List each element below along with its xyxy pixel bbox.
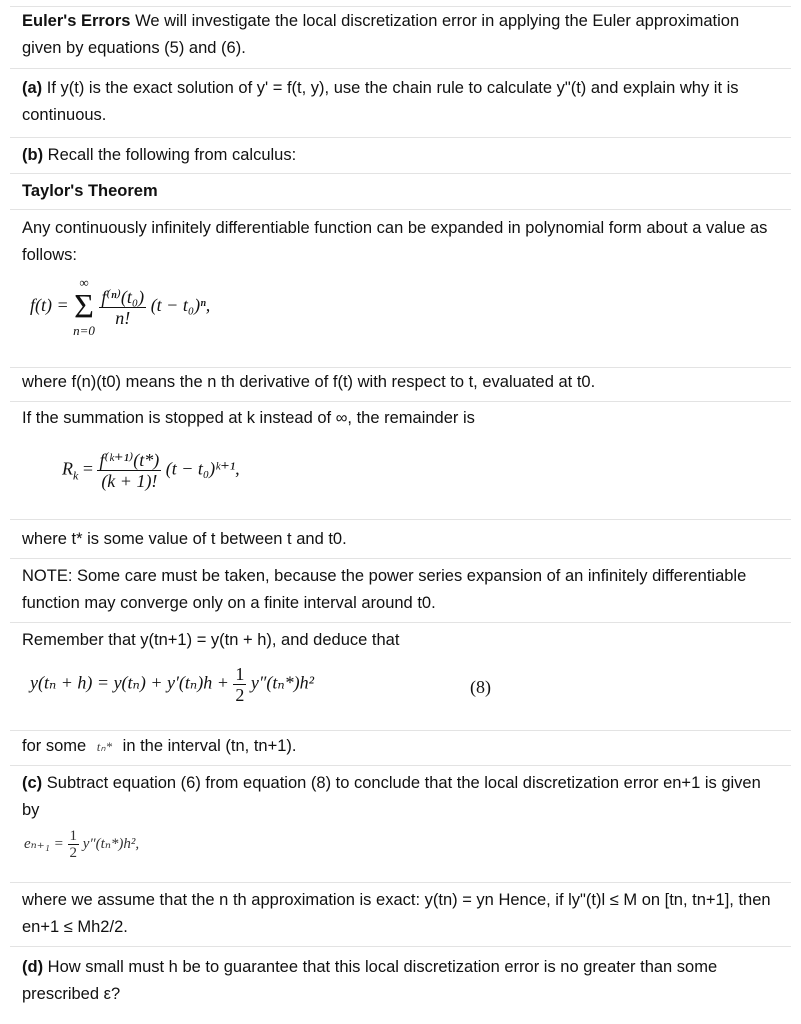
part-c-text: Subtract equation (6) from equation (8) to conclude that the local discretization error en+1 is given by	[22, 774, 761, 819]
fraction	[99, 287, 146, 328]
where-derivative: where f(n)(t0) means the n th derivative of f(t) with respect to t, evaluated at t0.	[22, 373, 596, 391]
eq-tail: y″(tₙ*)h²	[250, 672, 315, 693]
eq-tail: (t − t₀)ⁿ,	[150, 295, 211, 316]
where-tstar: where t* is some value of t between t and t0.	[22, 530, 347, 548]
assume-paragraph: where we assume that the n th approximation is exact: y(tn) = yn Hence, if ly"(t)l ≤ M on [tn, tn+1], then en+1 ≤ Mh2/2.	[22, 891, 771, 936]
remainder-intro: If the summation is stopped at k instead of ∞, the remainder is	[22, 409, 475, 427]
summation	[73, 276, 95, 338]
denominator: (k + 1)!	[101, 471, 158, 491]
eq-lhs: f(t) =	[30, 295, 69, 316]
top-divider	[10, 6, 791, 7]
eq-tail: (t − t₀)ᵏ⁺¹,	[165, 458, 240, 479]
part-a-label: (a)	[22, 79, 43, 97]
equals-sign: =	[82, 458, 93, 479]
fraction	[233, 664, 246, 705]
equation-number: (8)	[470, 677, 491, 697]
for-some-post: in the interval (tn, tn+1).	[122, 737, 297, 755]
divider	[10, 401, 791, 402]
taylor-title: Taylor's Theorem	[22, 182, 158, 200]
numerator: 1	[235, 664, 245, 684]
tn-star-symbol: tₙ*	[96, 739, 113, 754]
intro-paragraph	[22, 8, 774, 62]
divider	[10, 558, 791, 559]
divider	[10, 137, 791, 138]
sigma-symbol: Σ	[74, 288, 94, 325]
part-b-label: (b)	[22, 146, 44, 164]
divider	[10, 173, 791, 174]
lhs-subscript: k	[73, 468, 79, 483]
part-d-text: How small must h be to guarantee that this local discretization error is no greater than some prescribed ε?	[22, 958, 718, 1003]
part-c-paragraph	[22, 770, 774, 824]
divider	[10, 730, 791, 731]
heading-title: Euler's Errors	[22, 12, 131, 30]
numerator: f⁽ᵏ⁺¹⁾(t*)	[99, 450, 160, 470]
divider	[10, 622, 791, 623]
sum-lower-limit: n=0	[73, 323, 95, 338]
part-d-paragraph	[22, 954, 774, 1008]
sum-upper-limit: ∞	[79, 275, 89, 290]
equation-8	[30, 664, 530, 705]
divider	[10, 519, 791, 520]
part-b-paragraph	[22, 142, 774, 169]
heading-intro: We will investigate the local discretization error in applying the Euler approximation given by equations (5) and (6).	[22, 12, 740, 57]
part-d-label: (d)	[22, 958, 44, 976]
denominator: 2	[69, 845, 77, 861]
taylor-equation	[30, 276, 210, 338]
taylor-text: Any continuously infinitely differentiable function can be expanded in polynomial form about a value as follows:	[22, 219, 768, 264]
denominator: 2	[235, 685, 245, 705]
divider	[10, 946, 791, 947]
part-a-text: If y(t) is the exact solution of y' = f(t, y), use the chain rule to calculate y"(t) and explain why it is continuous.	[22, 79, 739, 124]
divider	[10, 68, 791, 69]
remember-paragraph: Remember that y(tn+1) = y(tn + h), and deduce that	[22, 631, 400, 649]
denominator: n!	[115, 307, 131, 328]
divider	[10, 367, 791, 368]
eq-lhs: eₙ₊₁ =	[24, 835, 64, 852]
divider	[10, 209, 791, 210]
numerator: f⁽ⁿ⁾(t₀)	[101, 286, 145, 307]
part-c-label: (c)	[22, 774, 43, 792]
numerator: 1	[69, 828, 77, 844]
part-a-paragraph	[22, 75, 774, 129]
eq-lhs: R	[62, 458, 73, 479]
divider	[10, 882, 791, 883]
error-equation	[24, 828, 139, 861]
fraction	[68, 828, 80, 861]
for-some-pre: for some	[22, 737, 87, 755]
part-b-text: Recall the following from calculus:	[43, 146, 297, 164]
eq-tail: y″(tₙ*)h²,	[82, 835, 140, 852]
note-paragraph: NOTE: Some care must be taken, because the power series expansion of an infinitely differentiable function may converge only on a finite interval around t0.	[22, 567, 747, 612]
for-some-paragraph	[22, 733, 774, 760]
eq-lhs: y(tₙ + h) = y(tₙ) + y′(tₙ)h +	[30, 672, 229, 693]
remainder-equation	[62, 450, 240, 491]
divider	[10, 765, 791, 766]
fraction	[97, 450, 161, 491]
